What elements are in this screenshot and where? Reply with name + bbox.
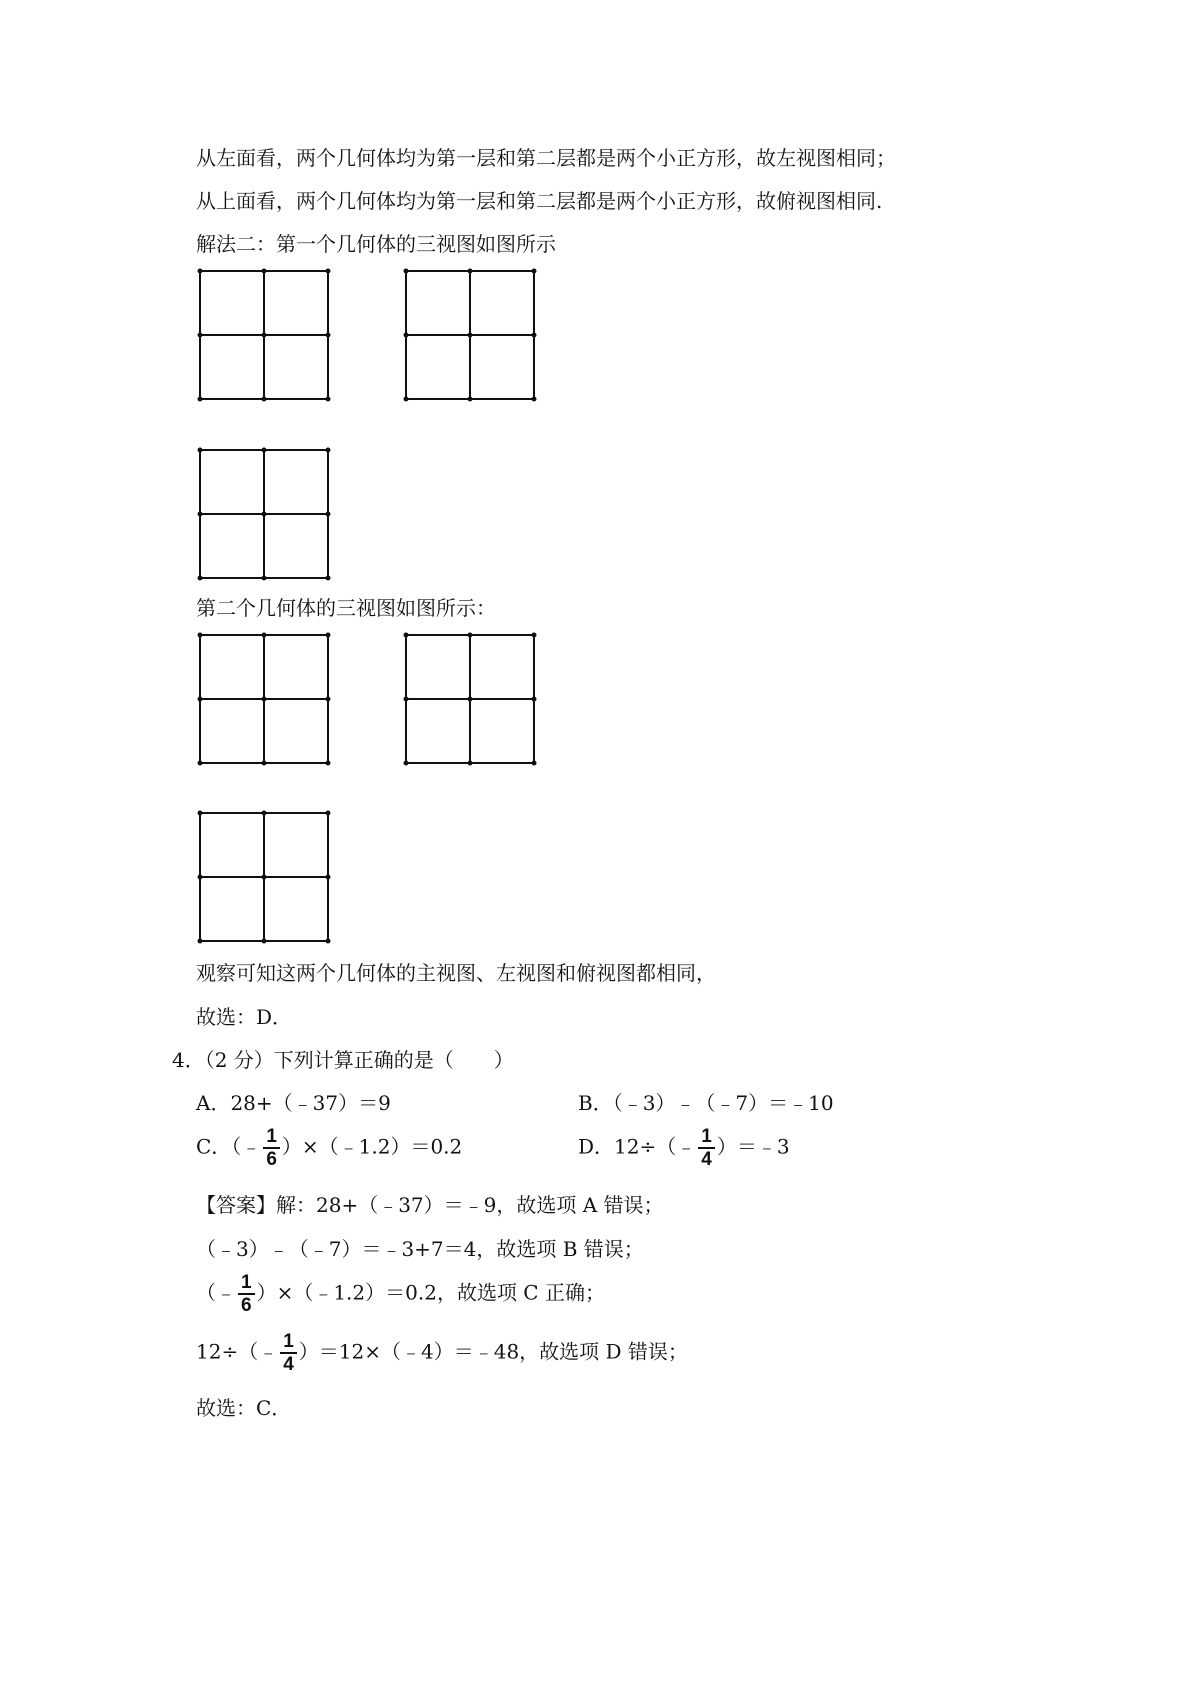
answer-line-4-prefix: 12÷（﹣: [196, 1339, 279, 1364]
fraction-numerator: 1: [238, 1272, 255, 1295]
fraction-denominator: 4: [283, 1354, 294, 1375]
fraction-numerator: 1: [698, 1126, 715, 1149]
answer-line-2: （﹣3）﹣（﹣7）＝﹣3+7＝4，故选项 B 错误；: [196, 1237, 644, 1261]
explanation-conclusion: 观察可知这两个几何体的主视图、左视图和俯视图都相同，: [196, 961, 716, 985]
fraction-denominator: 4: [701, 1149, 712, 1170]
option-d-prefix: D．12÷（﹣: [578, 1134, 697, 1159]
first-solid-left-view: [401, 266, 541, 406]
fraction: [263, 1126, 280, 1170]
option-a: A．28+（﹣37）＝9: [196, 1091, 391, 1115]
fraction: [698, 1126, 715, 1170]
explanation-left-view: 从左面看，两个几何体均为第一层和第二层都是两个小正方形，故左视图相同；: [196, 146, 896, 170]
answer-line-4-suffix: ）＝12×（﹣4）＝﹣48，故选项 D 错误；: [298, 1339, 688, 1364]
option-d: [578, 1126, 790, 1170]
first-solid-top-view: [195, 445, 335, 585]
answer-line-3-prefix: （﹣: [196, 1280, 236, 1305]
second-solid-top-view: [195, 808, 335, 948]
method-two-heading: 解法二：第一个几何体的三视图如图所示: [196, 232, 556, 256]
option-b: B．（﹣3）﹣（﹣7）＝﹣10: [578, 1091, 834, 1115]
second-solid-left-view: [401, 630, 541, 770]
explanation-top-view: 从上面看，两个几何体均为第一层和第二层都是两个小正方形，故俯视图相同.: [196, 189, 883, 213]
question-4-stem: 4．（2 分）下列计算正确的是（ ）: [172, 1048, 514, 1072]
second-solid-heading: 第二个几何体的三视图如图所示：: [196, 596, 496, 620]
answer-line-3: [196, 1272, 605, 1316]
fraction: [280, 1331, 297, 1375]
answer-line-5: 故选：C．: [196, 1396, 292, 1420]
answer-line-3-suffix: ）×（﹣1.2）＝0.2，故选项 C 正确；: [256, 1280, 605, 1305]
answer-line-4: [196, 1331, 688, 1375]
fraction-numerator: 1: [280, 1331, 297, 1354]
fraction: [238, 1272, 255, 1316]
fraction-denominator: 6: [241, 1295, 252, 1316]
fraction-denominator: 6: [266, 1149, 277, 1170]
answer-line-1: 【答案】解：28+（﹣37）＝﹣9，故选项 A 错误；: [196, 1193, 664, 1217]
first-solid-front-view: [195, 266, 335, 406]
option-c: [196, 1126, 462, 1170]
second-solid-front-view: [195, 630, 335, 770]
fraction-numerator: 1: [263, 1126, 280, 1149]
option-c-prefix: C．（﹣: [196, 1134, 262, 1159]
option-d-suffix: ）＝﹣3: [716, 1134, 790, 1159]
explanation-choice: 故选：D．: [196, 1005, 293, 1029]
option-c-suffix: ）×（﹣1.2）＝0.2: [281, 1134, 463, 1159]
